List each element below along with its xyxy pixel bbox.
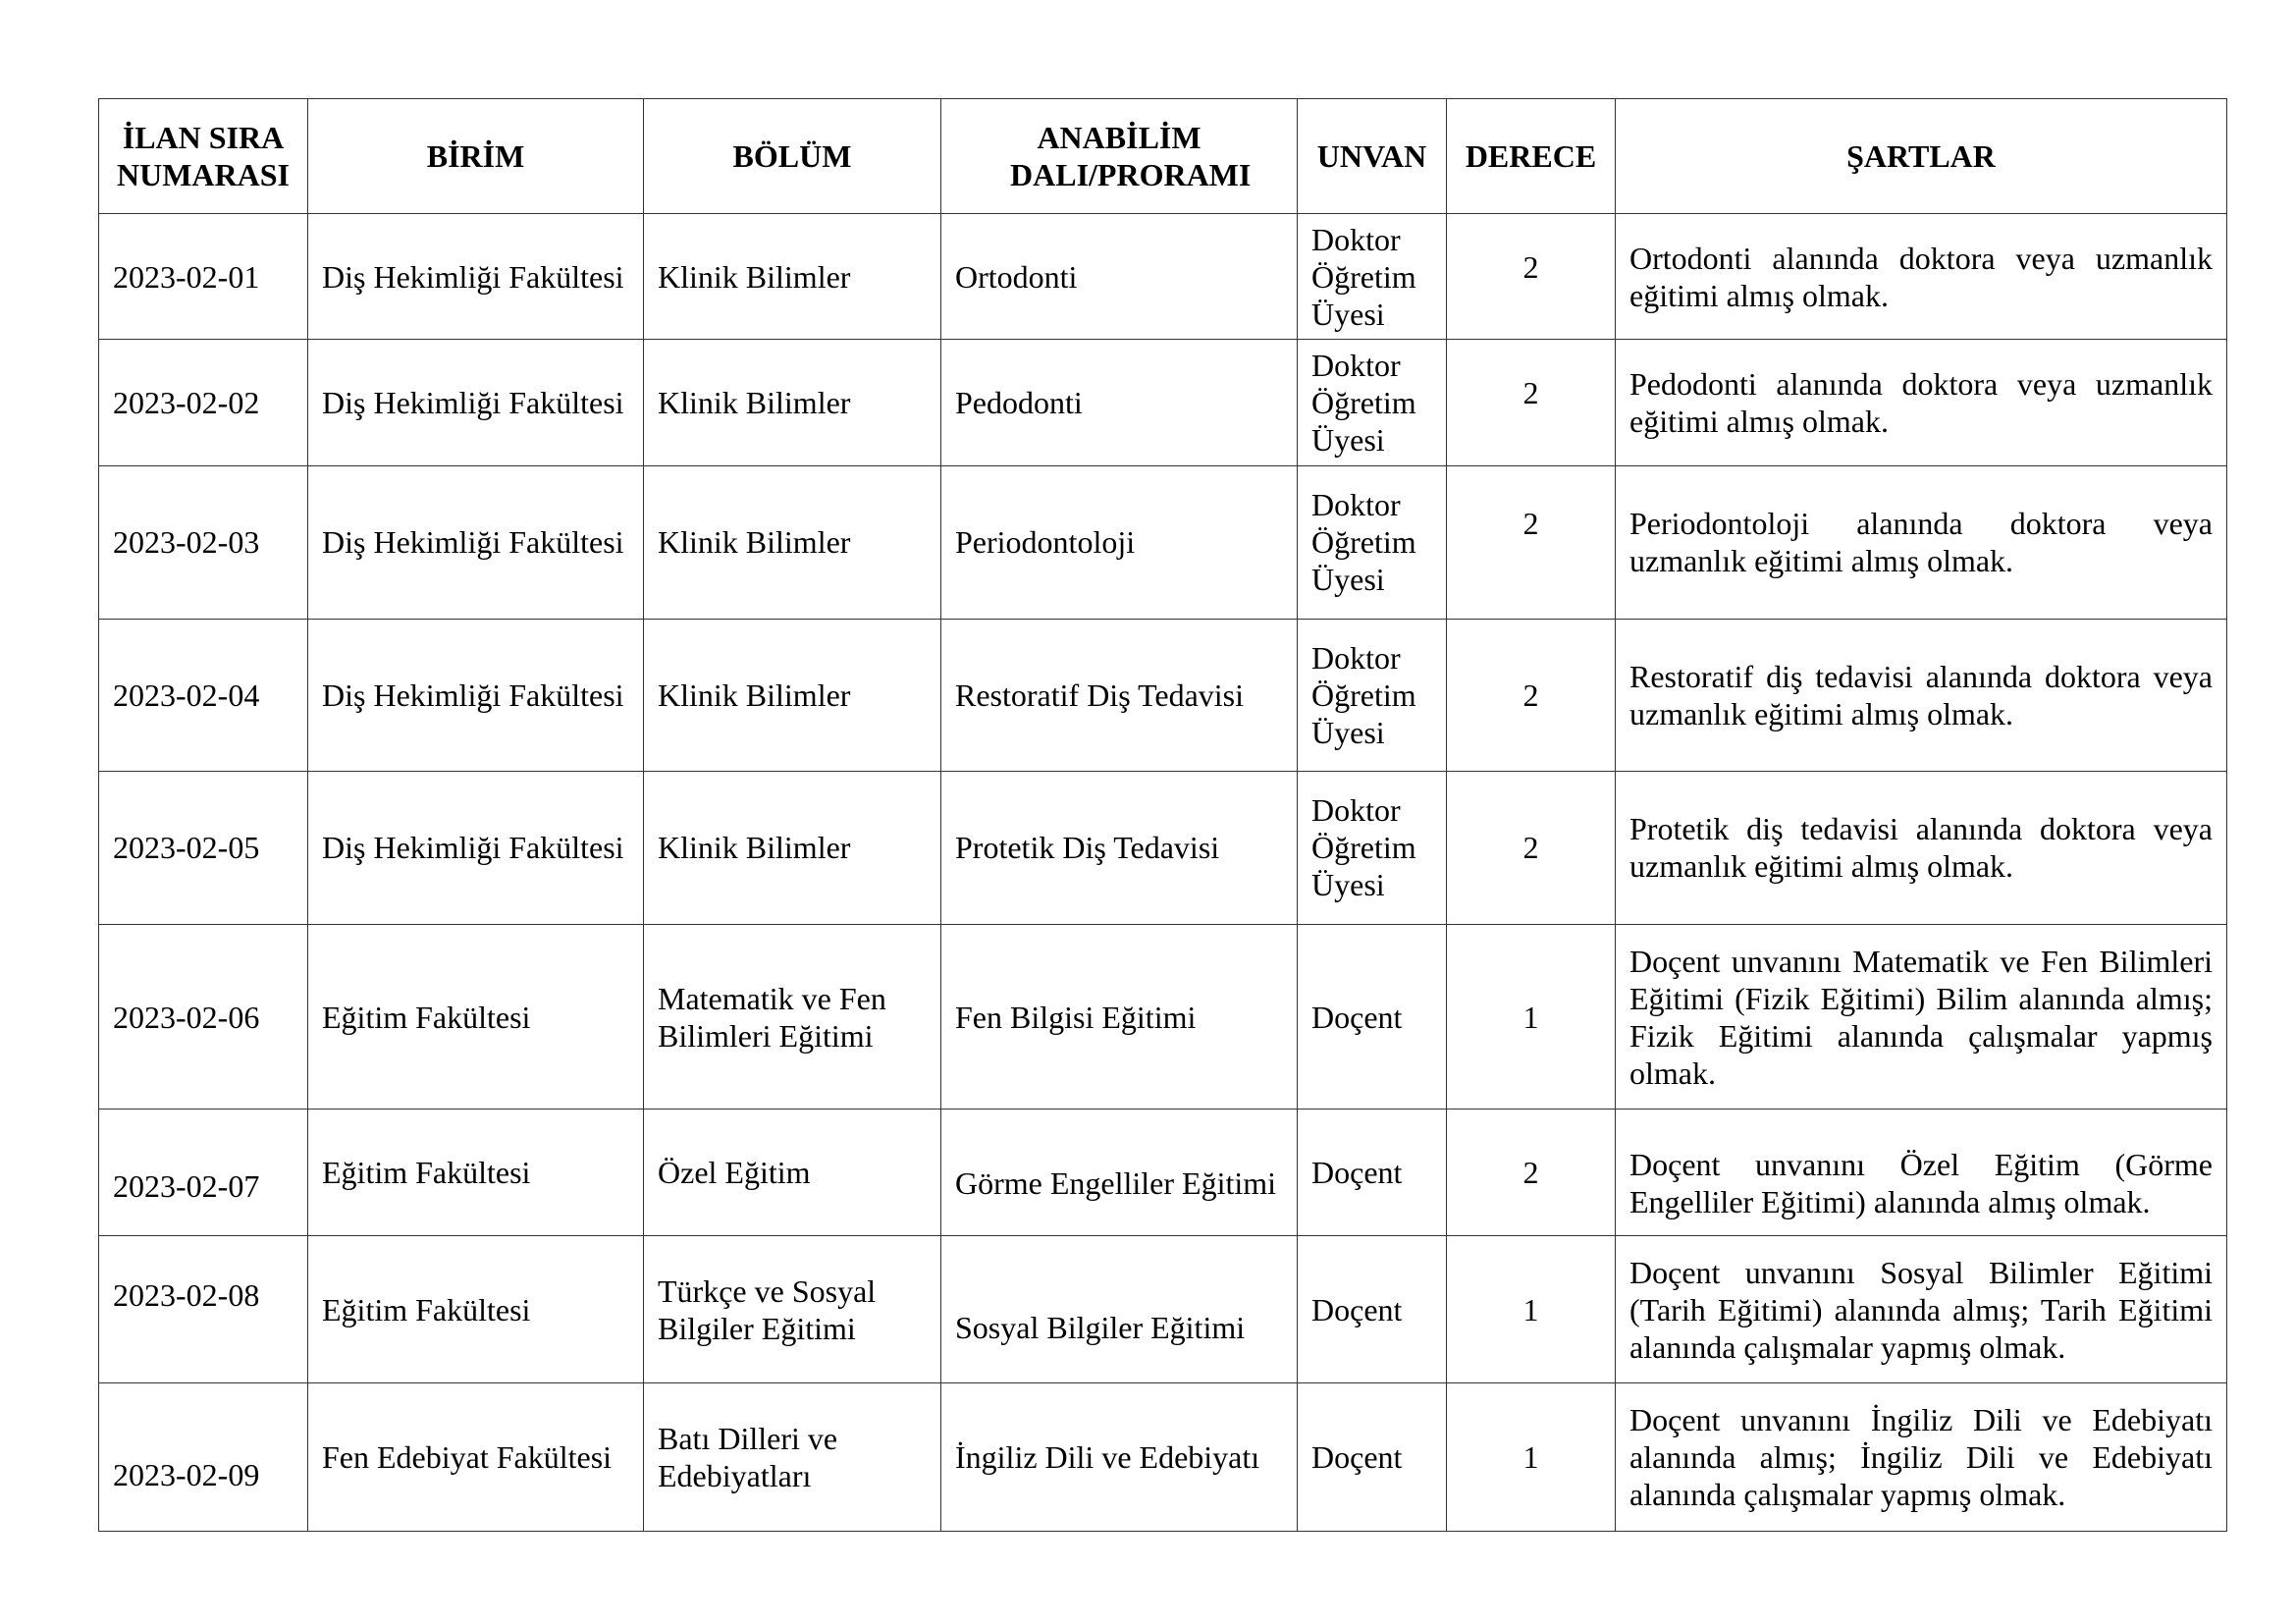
cell-anabilim: Protetik Diş Tedavisi [941, 772, 1298, 925]
cell-unvan: Doktor Öğretim Üyesi [1298, 465, 1447, 619]
cell-sartlar: Periodontoloji alanında doktora veya uzmanlık eğitimi almış olmak. [1616, 465, 2227, 619]
cell-derece: 2 [1447, 772, 1616, 925]
cell-sartlar: Ortodonti alanında doktora veya uzmanlık eğitimi almış olmak. [1616, 214, 2227, 340]
table-row [99, 340, 2227, 465]
cell-unvan: Doktor Öğretim Üyesi [1298, 619, 1447, 772]
cell-anabilim: Periodontoloji [941, 465, 1298, 619]
header-bolum: BÖLÜM [644, 99, 941, 214]
cell-birim: Fen Edebiyat Fakültesi [308, 1383, 644, 1532]
cell-bolum: Klinik Bilimler [644, 340, 941, 465]
cell-derece: 1 [1447, 1235, 1616, 1383]
cell-derece: 1 [1447, 924, 1616, 1110]
header-sartlar: ŞARTLAR [1616, 99, 2227, 214]
cell-sartlar: Pedodonti alanında doktora veya uzmanlık eğitimi almış olmak. [1616, 340, 2227, 465]
cell-unvan: Doktor Öğretim Üyesi [1298, 772, 1447, 925]
cell-no: 2023-02-09 [99, 1383, 308, 1532]
cell-birim: Diş Hekimliği Fakültesi [308, 772, 644, 925]
cell-bolum: Klinik Bilimler [644, 772, 941, 925]
cell-anabilim: Restoratif Diş Tedavisi [941, 619, 1298, 772]
table-row [99, 1383, 2227, 1532]
header-derece: DERECE [1447, 99, 1616, 214]
table-row [99, 772, 2227, 925]
cell-bolum: Türkçe ve Sosyal Bilgiler Eğitimi [644, 1235, 941, 1383]
cell-derece: 1 [1447, 1383, 1616, 1532]
cell-unvan: Doçent [1298, 1110, 1447, 1235]
table-row [99, 1235, 2227, 1383]
cell-no: 2023-02-03 [99, 465, 308, 619]
cell-derece: 2 [1447, 619, 1616, 772]
cell-anabilim: Fen Bilgisi Eğitimi [941, 924, 1298, 1110]
cell-unvan: Doktor Öğretim Üyesi [1298, 214, 1447, 340]
table-row [99, 214, 2227, 340]
cell-bolum: Matematik ve Fen Bilimleri Eğitimi [644, 924, 941, 1110]
cell-sartlar: Protetik diş tedavisi alanında doktora veya uzmanlık eğitimi almış olmak. [1616, 772, 2227, 925]
cell-no: 2023-02-06 [99, 924, 308, 1110]
cell-no: 2023-02-08 [99, 1235, 308, 1383]
cell-no: 2023-02-07 [99, 1110, 308, 1235]
table-row [99, 465, 2227, 619]
cell-bolum: Klinik Bilimler [644, 214, 941, 340]
cell-derece: 2 [1447, 340, 1616, 465]
table-row [99, 924, 2227, 1110]
cell-no: 2023-02-01 [99, 214, 308, 340]
cell-birim: Diş Hekimliği Fakültesi [308, 214, 644, 340]
cell-birim: Diş Hekimliği Fakültesi [308, 465, 644, 619]
cell-birim: Diş Hekimliği Fakültesi [308, 619, 644, 772]
cell-anabilim: Pedodonti [941, 340, 1298, 465]
cell-birim: Diş Hekimliği Fakültesi [308, 340, 644, 465]
cell-derece: 2 [1447, 465, 1616, 619]
table-row [99, 1110, 2227, 1235]
cell-sartlar: Doçent unvanını Sosyal Bilimler Eğitimi (Tarih Eğitimi) alanında almış; Tarih Eğitimi alanında çalışmalar yapmış olmak. [1616, 1235, 2227, 1383]
cell-no: 2023-02-05 [99, 772, 308, 925]
cell-unvan: Doçent [1298, 1383, 1447, 1532]
cell-anabilim: Sosyal Bilgiler Eğitimi [941, 1235, 1298, 1383]
position-table [98, 98, 2227, 1532]
cell-birim: Eğitim Fakültesi [308, 1110, 644, 1235]
cell-anabilim: Görme Engelliler Eğitimi [941, 1110, 1298, 1235]
header-anabilim: ANABİLİM DALI/PRORAMI [941, 99, 1298, 214]
cell-birim: Eğitim Fakültesi [308, 924, 644, 1110]
cell-unvan: Doktor Öğretim Üyesi [1298, 340, 1447, 465]
cell-bolum: Özel Eğitim [644, 1110, 941, 1235]
header-row [99, 99, 2227, 214]
cell-sartlar: Restoratif diş tedavisi alanında doktora veya uzmanlık eğitimi almış olmak. [1616, 619, 2227, 772]
cell-birim: Eğitim Fakültesi [308, 1235, 644, 1383]
cell-sartlar: Doçent unvanını Özel Eğitim (Görme Engelliler Eğitimi) alanında almış olmak. [1616, 1110, 2227, 1235]
cell-no: 2023-02-04 [99, 619, 308, 772]
cell-anabilim: İngiliz Dili ve Edebiyatı [941, 1383, 1298, 1532]
header-birim: BİRİM [308, 99, 644, 214]
cell-derece: 2 [1447, 1110, 1616, 1235]
cell-derece: 2 [1447, 214, 1616, 340]
cell-bolum: Klinik Bilimler [644, 619, 941, 772]
cell-unvan: Doçent [1298, 924, 1447, 1110]
cell-bolum: Klinik Bilimler [644, 465, 941, 619]
cell-unvan: Doçent [1298, 1235, 1447, 1383]
cell-sartlar: Doçent unvanını Matematik ve Fen Bilimleri Eğitimi (Fizik Eğitimi) Bilim alanında almış; Fizik Eğitimi alanında çalışmalar yapmış olmak. [1616, 924, 2227, 1110]
header-unvan: UNVAN [1298, 99, 1447, 214]
cell-no: 2023-02-02 [99, 340, 308, 465]
cell-bolum: Batı Dilleri ve Edebiyatları [644, 1383, 941, 1532]
cell-sartlar: Doçent unvanını İngiliz Dili ve Edebiyatı alanında almış; İngiliz Dili ve Edebiyatı alanında çalışmalar yapmış olmak. [1616, 1383, 2227, 1532]
table-row [99, 619, 2227, 772]
cell-anabilim: Ortodonti [941, 214, 1298, 340]
header-no: İLAN SIRA NUMARASI [99, 99, 308, 214]
